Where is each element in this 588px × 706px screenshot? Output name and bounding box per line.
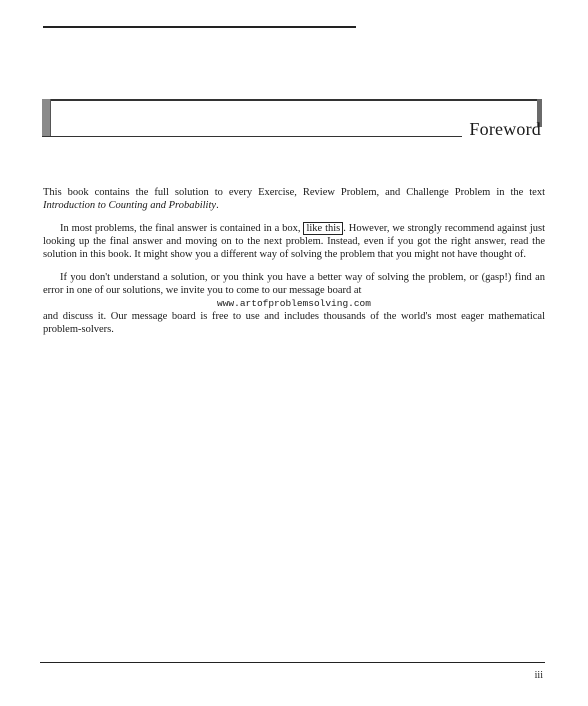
- paragraph-intro: [43, 186, 545, 212]
- header-left-bar: [42, 99, 51, 137]
- paragraph-text: In most problems, the final answer is contained in a box,: [60, 223, 304, 234]
- footer-rule: [40, 662, 545, 663]
- paragraph-text: . However, we strongly recommend against just looking up the final answer and moving on to the next problem. Instead, even if you got the right answer, read the solution in this book. It might show you a different way of solving the problem that you might not have thought of.: [43, 223, 546, 260]
- paragraph-text: .: [216, 200, 219, 211]
- book-title: Introduction to Counting and Probability: [43, 200, 217, 211]
- page-title: Foreword: [469, 119, 541, 139]
- paragraph-message-board: If you don't understand a solution, or you think you have a better way of solving the problem, or (gasp!) find an error in one of our solutions, we invite you to come to our message board at: [43, 272, 545, 296]
- paragraph-discuss: and discuss it. Our message board is free to use and includes thousands of the world's most eager mathematical problem-solvers.: [43, 311, 545, 335]
- page-number: iii: [534, 670, 543, 681]
- foreword-body: [43, 186, 545, 346]
- header-bottom-border: [42, 136, 462, 137]
- paragraph-answer-box: [43, 222, 545, 261]
- chapter-header: [42, 99, 542, 139]
- header-top-border: [42, 99, 542, 101]
- top-rule: [43, 26, 356, 28]
- boxed-example: like this: [303, 222, 343, 235]
- website-url: www.artofproblemsolving.com: [217, 298, 371, 309]
- paragraph-text: This book contains the full solution to every Exercise, Review Problem, and Challenge Problem in the text: [43, 187, 545, 198]
